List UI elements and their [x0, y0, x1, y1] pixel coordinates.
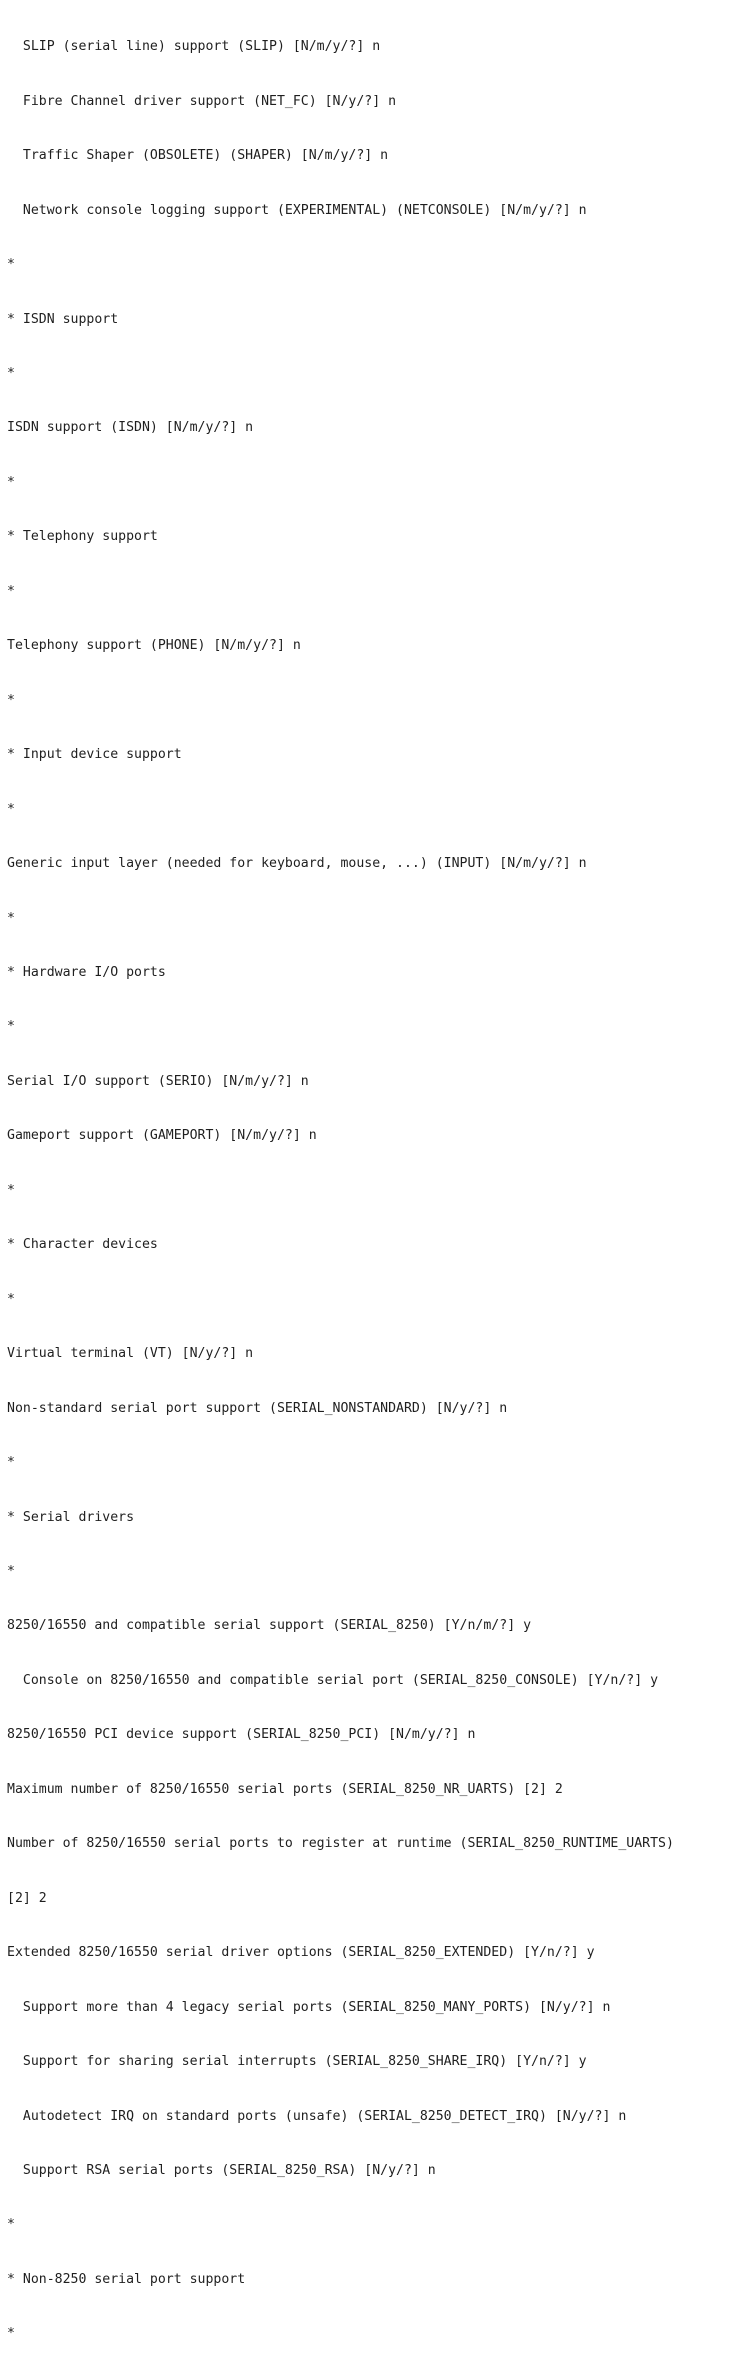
config-line-netconsole: Network console logging support (EXPERIMENTAL) (NETCONSOLE) [N/m/y/?] n	[7, 202, 587, 218]
comment-separator: *	[7, 910, 15, 926]
comment-separator: *	[7, 366, 15, 382]
config-line-serial-8250-pci: 8250/16550 PCI device support (SERIAL_8250_PCI) [N/m/y/?] n	[7, 1727, 476, 1743]
config-line-serial-8250: 8250/16550 and compatible serial support (SERIAL_8250) [Y/n/m/?] y	[7, 1618, 532, 1634]
config-line-slip: SLIP (serial line) support (SLIP) [N/m/y/?] n	[7, 39, 381, 55]
section-heading-character-devices: * Character devices	[7, 1237, 158, 1253]
config-line-serial-8250-share-irq: Support for sharing serial interrupts (SERIAL_8250_SHARE_IRQ) [Y/n/?] y	[7, 2054, 587, 2070]
comment-separator: *	[7, 692, 15, 708]
section-heading-serial-drivers: * Serial drivers	[7, 1509, 135, 1525]
config-line-serial-nonstandard: Non-standard serial port support (SERIAL_NONSTANDARD) [N/y/?] n	[7, 1400, 508, 1416]
config-line-serial-8250-runtime-uarts: Number of 8250/16550 serial ports to register at runtime (SERIAL_8250_RUNTIME_UARTS)	[7, 1836, 674, 1852]
comment-separator: *	[7, 1182, 15, 1198]
config-line-serial-8250-many-ports: Support more than 4 legacy serial ports (SERIAL_8250_MANY_PORTS) [N/y/?] n	[7, 1999, 611, 2015]
comment-separator: *	[7, 1564, 15, 1579]
section-heading-hardware-io: * Hardware I/O ports	[7, 965, 166, 981]
config-line-net-fc: Fibre Channel driver support (NET_FC) [N/y/?] n	[7, 93, 397, 109]
config-line-isdn: ISDN support (ISDN) [N/m/y/?] n	[7, 420, 254, 436]
terminal-output[interactable]	[7, 2, 743, 2342]
config-line-serial-8250-rsa: Support RSA serial ports (SERIAL_8250_RSA) [N/y/?] n	[7, 2162, 436, 2178]
comment-separator: *	[7, 801, 15, 817]
comment-separator: *	[7, 1291, 15, 1307]
comment-separator: *	[7, 2326, 15, 2342]
comment-separator: *	[7, 1455, 15, 1471]
section-heading-input: * Input device support	[7, 747, 182, 763]
config-line-gameport: Gameport support (GAMEPORT) [N/m/y/?] n	[7, 1128, 317, 1144]
section-heading-non-8250: * Non-8250 serial port support	[7, 2271, 246, 2287]
config-line-serial-8250-detect-irq: Autodetect IRQ on standard ports (unsafe) (SERIAL_8250_DETECT_IRQ) [N/y/?] n	[7, 2108, 627, 2124]
section-heading-isdn: * ISDN support	[7, 311, 119, 327]
config-line-vt: Virtual terminal (VT) [N/y/?] n	[7, 1346, 254, 1362]
config-line-phone: Telephony support (PHONE) [N/m/y/?] n	[7, 638, 301, 654]
comment-separator: *	[7, 474, 15, 490]
comment-separator: *	[7, 583, 15, 599]
section-heading-telephony: * Telephony support	[7, 529, 158, 545]
comment-separator: *	[7, 257, 15, 273]
config-line-shaper: Traffic Shaper (OBSOLETE) (SHAPER) [N/m/y/?] n	[7, 148, 389, 164]
config-line-serial-8250-console: Console on 8250/16550 and compatible serial port (SERIAL_8250_CONSOLE) [Y/n/?] y	[7, 1672, 659, 1688]
config-line-input: Generic input layer (needed for keyboard, mouse, ...) (INPUT) [N/m/y/?] n	[7, 856, 587, 872]
comment-separator: *	[7, 1019, 15, 1035]
config-line-serial-8250-runtime-uarts-value: [2] 2	[7, 1890, 47, 1906]
comment-separator: *	[7, 2217, 15, 2233]
config-line-serio: Serial I/O support (SERIO) [N/m/y/?] n	[7, 1073, 309, 1089]
config-line-serial-8250-nr-uarts: Maximum number of 8250/16550 serial ports (SERIAL_8250_NR_UARTS) [2] 2	[7, 1781, 563, 1797]
config-line-serial-8250-extended: Extended 8250/16550 serial driver options (SERIAL_8250_EXTENDED) [Y/n/?] y	[7, 1945, 595, 1961]
